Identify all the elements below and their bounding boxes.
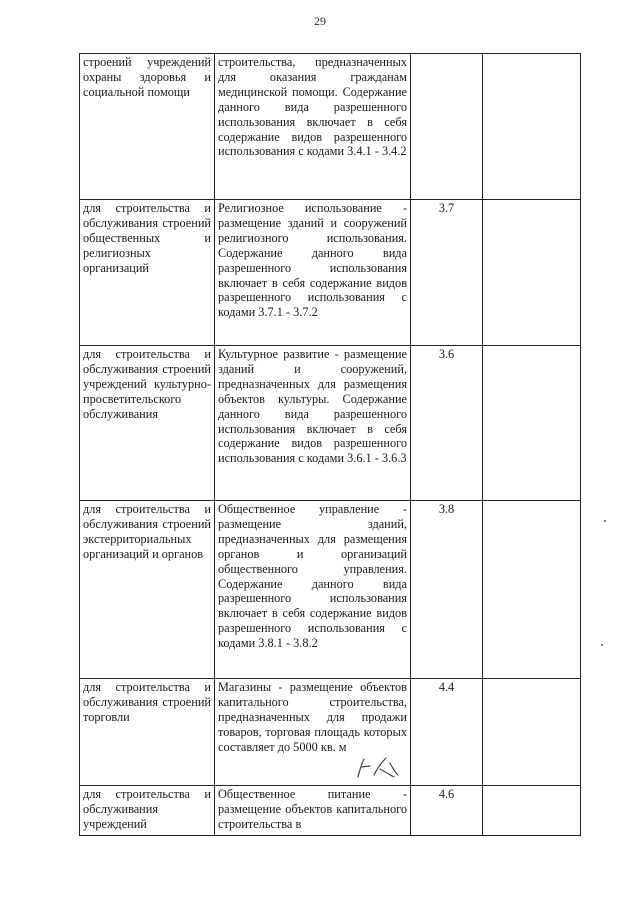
table-row	[80, 501, 581, 679]
extra-cell	[483, 346, 581, 501]
purpose-cell: для строительства и обслуживания строений учреждений культурно-просветительского обслуживания	[80, 346, 215, 501]
page-number: 29	[314, 14, 326, 28]
land-use-table	[79, 53, 581, 836]
description-cell: Общественное управление - размещение зданий, предназначенных для размещения органов и организаций общественного управления. Содержание данного вида разрешенного использования включает в себя содержание видов разрешенного использования с кодами 3.8.1 - 3.8.2	[215, 501, 411, 679]
purpose-cell: для строительства и обслуживания учреждений	[80, 786, 215, 836]
extra-cell	[483, 200, 581, 346]
description-cell: Общественное питание - размещение объектов капитального строительства в	[215, 786, 411, 836]
extra-cell	[483, 786, 581, 836]
scan-speck	[604, 520, 606, 522]
code-cell: 3.8	[411, 501, 483, 679]
purpose-cell: строений учреждений охраны здоровья и социальной помощи	[80, 54, 215, 200]
purpose-cell: для строительства и обслуживания строений общественных и религиозных организаций	[80, 200, 215, 346]
purpose-cell: для строительства и обслуживания строений торговли	[80, 679, 215, 786]
purpose-cell: для строительства и обслуживания строений экстерриториальных организаций и органов	[80, 501, 215, 679]
description-cell: Культурное развитие - размещение зданий и сооружений, предназначенных для размещения объектов культуры. Содержание данного вида разрешенного использования включает в себя содержание видов разрешенного использования с кодами 3.6.1 - 3.6.3	[215, 346, 411, 501]
code-cell	[411, 54, 483, 200]
handwritten-initials	[352, 755, 404, 781]
table-row	[80, 54, 581, 200]
scan-speck	[601, 644, 603, 646]
description-cell: строительства, предназначенных для оказания гражданам медицинской помощи. Содержание данного вида разрешенного использования включает в себя содержание видов разрешенного использования с кодами 3.4.1 - 3.4.2	[215, 54, 411, 200]
code-cell: 4.4	[411, 679, 483, 786]
description-cell: Магазины - размещение объектов капитального строительства, предназначенных для продажи товаров, торговая площадь которых составляет до 5000 кв. м	[215, 679, 411, 786]
table-row	[80, 200, 581, 346]
table-row	[80, 346, 581, 501]
table-row	[80, 786, 581, 836]
extra-cell	[483, 501, 581, 679]
code-cell: 3.7	[411, 200, 483, 346]
description-cell: Религиозное использование - размещение зданий и сооружений религиозного использования. Содержание данного вида разрешенного использования включает в себя содержание видов разрешенного использования с кодами 3.7.1 - 3.7.2	[215, 200, 411, 346]
extra-cell	[483, 54, 581, 200]
extra-cell	[483, 679, 581, 786]
table-row	[80, 679, 581, 786]
code-cell: 3.6	[411, 346, 483, 501]
code-cell: 4.6	[411, 786, 483, 836]
